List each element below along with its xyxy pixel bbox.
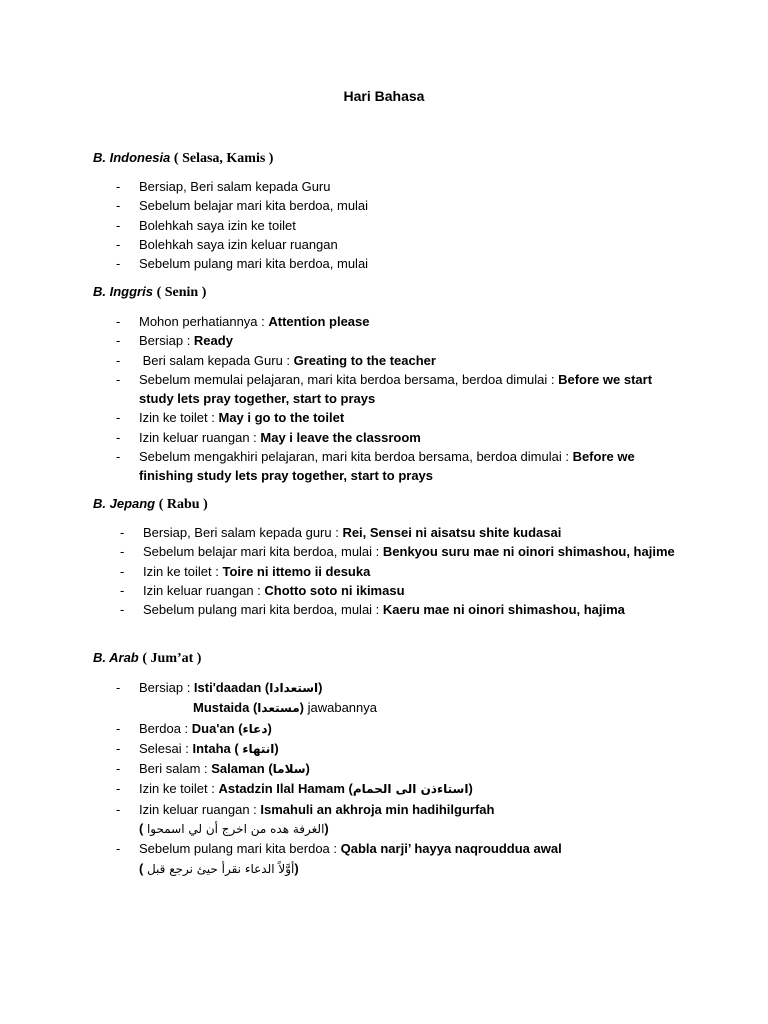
list-item: - Bersiap, Beri salam kepada Guru (116, 177, 676, 196)
section-language: B. Jepang (93, 496, 156, 511)
phrase-list-indonesia (116, 177, 676, 273)
list-item: - Bersiap : Ready (116, 331, 676, 350)
section-days: ( Jum’at ) (142, 651, 202, 666)
list-continuation: ( أوَّلاً الدعاء نقرأ حيئ نرجع قبل) (139, 860, 299, 876)
list-item: - Izin keluar ruangan : Ismahuli an akhroja min hadihilgurfah ( الغرفة هده من اخرج أن لي اسمحوا) (116, 800, 676, 840)
list-item: - Izin ke toilet : Astadzin Ilal Hamam (استاءذن الى الحمام) (116, 779, 676, 799)
list-item: - Sebelum memulai pelajaran, mari kita berdoa bersama, berdoa dimulai : Before we start study lets pray together, start to prays (116, 370, 676, 409)
list-item: - Sebelum pulang mari kita berdoa : Qabla narji’ hayya naqrouddua awal ( أوَّلاً الدعاء نقرأ حيئ نرجع قبل) (116, 839, 676, 879)
list-item: - Sebelum mengakhiri pelajaran, mari kita berdoa bersama, berdoa dimulai : Before we finishing study lets pray together, start to prays (116, 447, 676, 486)
list-item: - Bersiap, Beri salam kepada guru : Rei, Sensei ni aisatsu shite kudasai (120, 523, 680, 542)
section-days: ( Selasa, Kamis ) (173, 151, 274, 166)
list-subline: Mustaida (مستعدا) jawabannya (193, 700, 377, 716)
list-item: - Sebelum pulang mari kita berdoa, mulai (116, 254, 676, 273)
section-language: B. Inggris (93, 284, 153, 299)
list-item: - Bolehkah saya izin keluar ruangan (116, 235, 676, 254)
list-item: - Sebelum belajar mari kita berdoa, mulai (116, 196, 676, 215)
section-language: B. Arab (93, 650, 139, 665)
phrase-list-arab (116, 678, 676, 879)
list-item: - Sebelum pulang mari kita berdoa, mulai : Kaeru mae ni oinori shimashou, hajima (120, 600, 680, 619)
list-item: - Beri salam : Salaman (سلاما) (116, 759, 676, 779)
page-title: Hari Bahasa (343, 88, 425, 104)
list-item: - Izin keluar ruangan : Chotto soto ni ikimasu (120, 581, 680, 600)
section-heading-arab (93, 650, 201, 667)
section-days: ( Rabu ) (158, 497, 208, 512)
list-item: - Bolehkah saya izin ke toilet (116, 216, 676, 235)
list-item: - Izin ke toilet : May i go to the toilet (116, 408, 676, 427)
list-item: - Selesai : Intaha ( انتهاء) (116, 739, 676, 759)
phrase-list-jepang (120, 523, 680, 619)
section-heading-indonesia (93, 150, 273, 167)
section-heading-jepang (93, 496, 208, 513)
list-item: - Beri salam kepada Guru : Greating to the teacher (116, 351, 676, 370)
section-heading-inggris (93, 284, 206, 301)
phrase-list-inggris (116, 312, 676, 486)
list-continuation: ( الغرفة هده من اخرج أن لي اسمحوا) (139, 821, 329, 837)
list-item: - Mohon perhatiannya : Attention please (116, 312, 676, 331)
list-item: - Izin keluar ruangan : May i leave the classroom (116, 428, 676, 447)
section-days: ( Senin ) (156, 285, 207, 300)
list-item: - Sebelum belajar mari kita berdoa, mulai : Benkyou suru mae ni oinori shimashou, hajime (120, 542, 680, 561)
list-item: - Izin ke toilet : Toire ni ittemo ii desuka (120, 562, 680, 581)
section-language: B. Indonesia (93, 150, 171, 165)
list-item: - Berdoa : Dua'an (دعاء) (116, 719, 676, 739)
list-item: - Bersiap : Isti'daadan (استعدادا) Mustaida (مستعدا) jawabannya (116, 678, 676, 719)
